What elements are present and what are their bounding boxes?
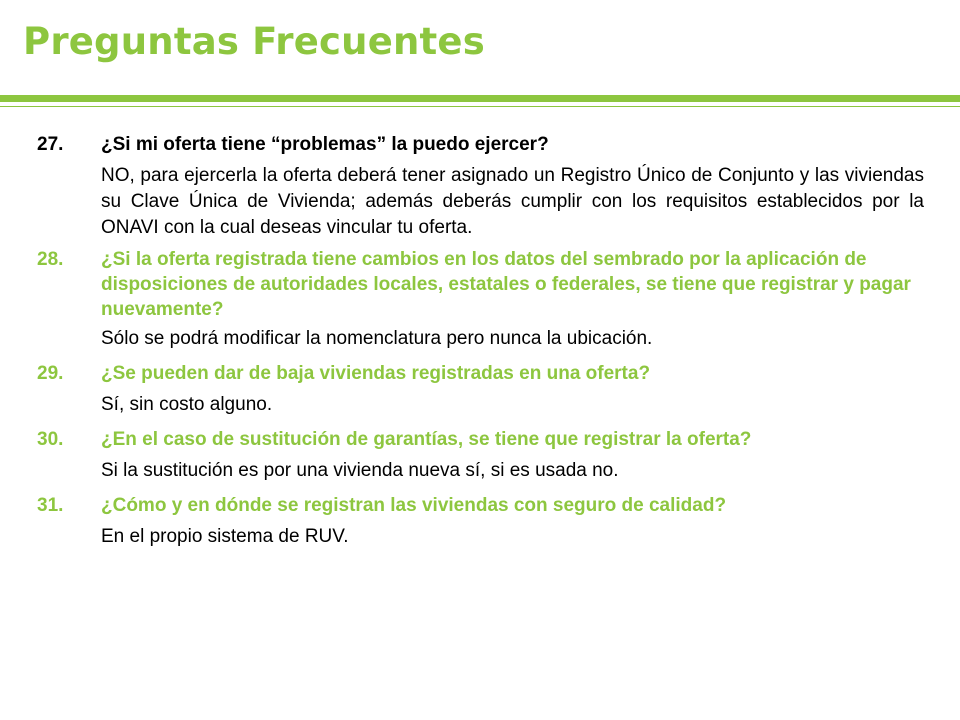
title-underline-thin xyxy=(0,106,960,107)
faq-item-28 xyxy=(0,247,960,352)
faq-question: ¿En el caso de sustitución de garantías, se tiene que registrar la oferta? xyxy=(101,429,752,450)
faq-question: ¿Cómo y en dónde se registran las viviendas con seguro de calidad? xyxy=(101,495,727,516)
faq-answer: En el propio sistema de RUV. xyxy=(101,526,349,547)
faq-number: 27. xyxy=(37,134,64,155)
faq-item-27 xyxy=(0,132,960,241)
faq-list xyxy=(0,132,960,550)
title-underline-thick xyxy=(0,95,960,102)
faq-answer: Sí, sin costo alguno. xyxy=(101,394,273,415)
faq-number: 28. xyxy=(37,249,64,270)
faq-number: 29. xyxy=(37,363,64,384)
faq-item-30 xyxy=(0,427,960,484)
faq-item-31 xyxy=(0,493,960,550)
faq-answer: NO, para ejercerla la oferta deberá tener asignado un Registro Único de Conjunto y las viviendas su Clave Única de Vivienda; además deberás cumplir con los requisitos establecidos por la ONAVI con la cual deseas vincular tu oferta. xyxy=(101,165,924,238)
faq-number: 30. xyxy=(37,429,64,450)
faq-item-29 xyxy=(0,361,960,418)
faq-question: ¿Si mi oferta tiene “problemas” la puedo ejercer? xyxy=(101,134,549,155)
faq-question: ¿Se pueden dar de baja viviendas registradas en una oferta? xyxy=(101,363,651,384)
page-title: Preguntas Frecuentes xyxy=(23,20,485,63)
faq-answer: Sólo se podrá modificar la nomenclatura pero nunca la ubicación. xyxy=(101,328,653,349)
faq-number: 31. xyxy=(37,495,64,516)
faq-answer: Si la sustitución es por una vivienda nueva sí, si es usada no. xyxy=(101,460,619,481)
faq-question: ¿Si la oferta registrada tiene cambios en los datos del sembrado por la aplicación de disposiciones de autoridades locales, estatales o federales, se tiene que registrar y pagar nuevamente? xyxy=(101,249,911,320)
